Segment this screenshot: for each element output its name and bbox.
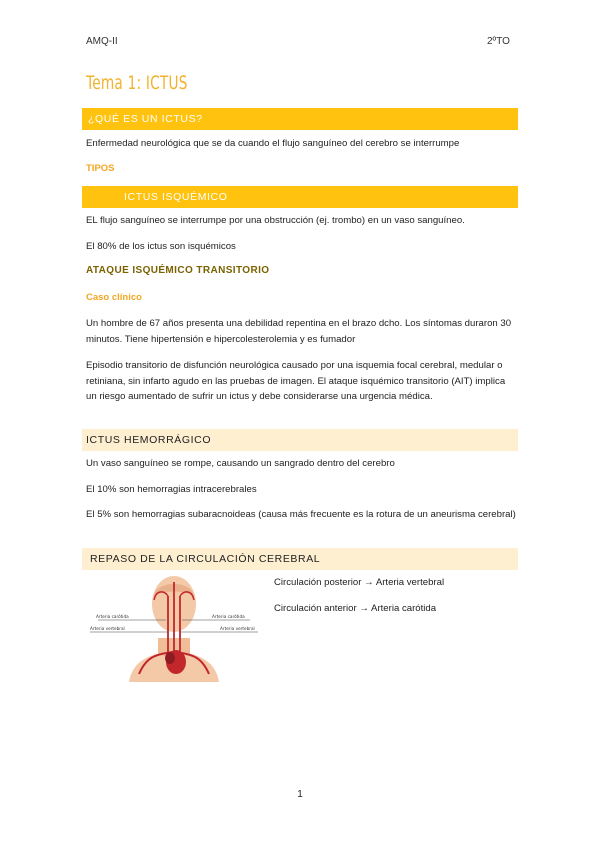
- hemorragico-p3: El 5% son hemorragias subaracnoideas (causa más frecuente es la rotura de un aneurisma cerebral): [86, 509, 516, 520]
- section-heading-isquemico: ICTUS ISQUÉMICO: [82, 186, 518, 208]
- label-carotida-left: Arteria carótida: [96, 614, 129, 619]
- circulacion-anterior: Circulación anterior → Arteria carótida: [274, 603, 437, 614]
- isquemico-p2: El 80% de los ictus son isquémicos: [86, 241, 236, 252]
- label-vertebral-left: Arteria vertebral: [90, 626, 125, 631]
- isquemico-p1: EL flujo sanguíneo se interrumpe por una obstrucción (ej. trombo) en un vaso sanguíneo.: [86, 215, 465, 226]
- caso-clinico-label: Caso clínico: [86, 292, 142, 303]
- que-es-text: Enfermedad neurológica que se da cuando el flujo sanguíneo del cerebro se interrumpe: [86, 138, 460, 149]
- header-course: AMQ-II: [86, 36, 118, 47]
- section-heading-hemorragico: ICTUS HEMORRÁGICO: [82, 429, 518, 451]
- header-year: 2ºTO: [487, 36, 510, 47]
- page-number: 1: [297, 789, 303, 800]
- section-heading-que-es: ¿QUÉ ES UN ICTUS?: [82, 108, 518, 130]
- page-title: Tema 1: ICTUS: [86, 72, 188, 94]
- circulacion-posterior: Circulación posterior → Arteria vertebral: [274, 577, 445, 588]
- tipos-label: TIPOS: [86, 163, 115, 174]
- section-heading-repaso: REPASO DE LA CIRCULACIÓN CEREBRAL: [82, 548, 518, 570]
- ait-heading: ATAQUE ISQUÉMICO TRANSITORIO: [86, 265, 270, 276]
- caso-clinico-text: Un hombre de 67 años presenta una debilidad repentina en el brazo dcho. Los síntomas duraron 30 minutos. Tiene hipertensión e hipercolesterolemia y es fumador: [86, 318, 512, 345]
- label-carotida-right: Arteria carótida: [212, 614, 245, 619]
- ait-definition: Episodio transitorio de disfunción neurológica causado por una isquemia focal cerebral, medular o retiniana, sin infarto agudo en las pruebas de imagen. El ataque isquémico transitorio (AIT) implica un riesgo aumentado de sufrir un ictus y debe considerarse una urgencia médica.: [86, 360, 506, 402]
- label-vertebral-right: Arteria vertebral: [220, 626, 255, 631]
- hemorragico-p1: Un vaso sanguíneo se rompe, causando un sangrado dentro del cerebro: [86, 458, 395, 469]
- cerebral-circulation-figure: [84, 574, 264, 682]
- hemorragico-p2: El 10% son hemorragias intracerebrales: [86, 484, 257, 495]
